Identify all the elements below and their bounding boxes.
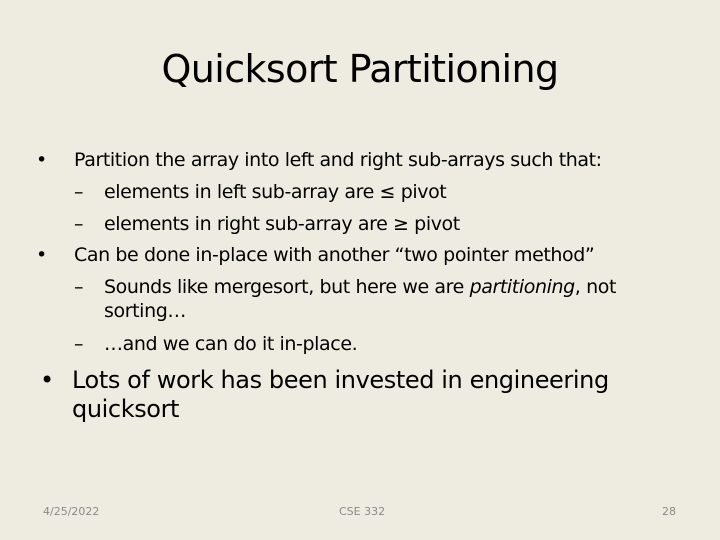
dash-marker: – — [74, 276, 84, 298]
footer-course: CSE 332 — [339, 505, 386, 518]
sub-bullet-mergesort-line2: sorting… — [104, 300, 186, 322]
footer-date: 4/25/2022 — [43, 505, 100, 518]
bullet-marker: • — [36, 244, 48, 266]
italic-partitioning: partitioning — [469, 276, 575, 298]
bullet-partition-text: Partition the array into left and right sub-arrays such that: — [74, 149, 602, 171]
text-before: Sounds like mergesort, but here we are — [104, 276, 470, 298]
dash-marker: – — [74, 181, 84, 203]
bullet-marker: • — [36, 149, 48, 171]
sub-bullet-mergesort-text — [104, 275, 616, 299]
dash-marker: – — [74, 213, 84, 235]
slide-title: Quicksort Partitioning — [161, 47, 559, 91]
bullet-in-place-text: Can be done in-place with another “two pointer method” — [74, 244, 595, 266]
sub-bullet-right-text: elements in right sub-array are ≥ pivot — [104, 213, 460, 235]
text-after: , not — [574, 276, 616, 298]
bullet-marker: • — [40, 366, 55, 394]
footer-page-number: 28 — [662, 505, 676, 518]
bullet-engineering-line1: Lots of work has been invested in engineering — [72, 366, 609, 394]
sub-bullet-left-text: elements in left sub-array are ≤ pivot — [104, 181, 447, 203]
dash-marker: – — [74, 333, 84, 355]
bullet-engineering-line2: quicksort — [72, 395, 180, 423]
sub-bullet-in-place-text: …and we can do it in-place. — [104, 333, 358, 355]
